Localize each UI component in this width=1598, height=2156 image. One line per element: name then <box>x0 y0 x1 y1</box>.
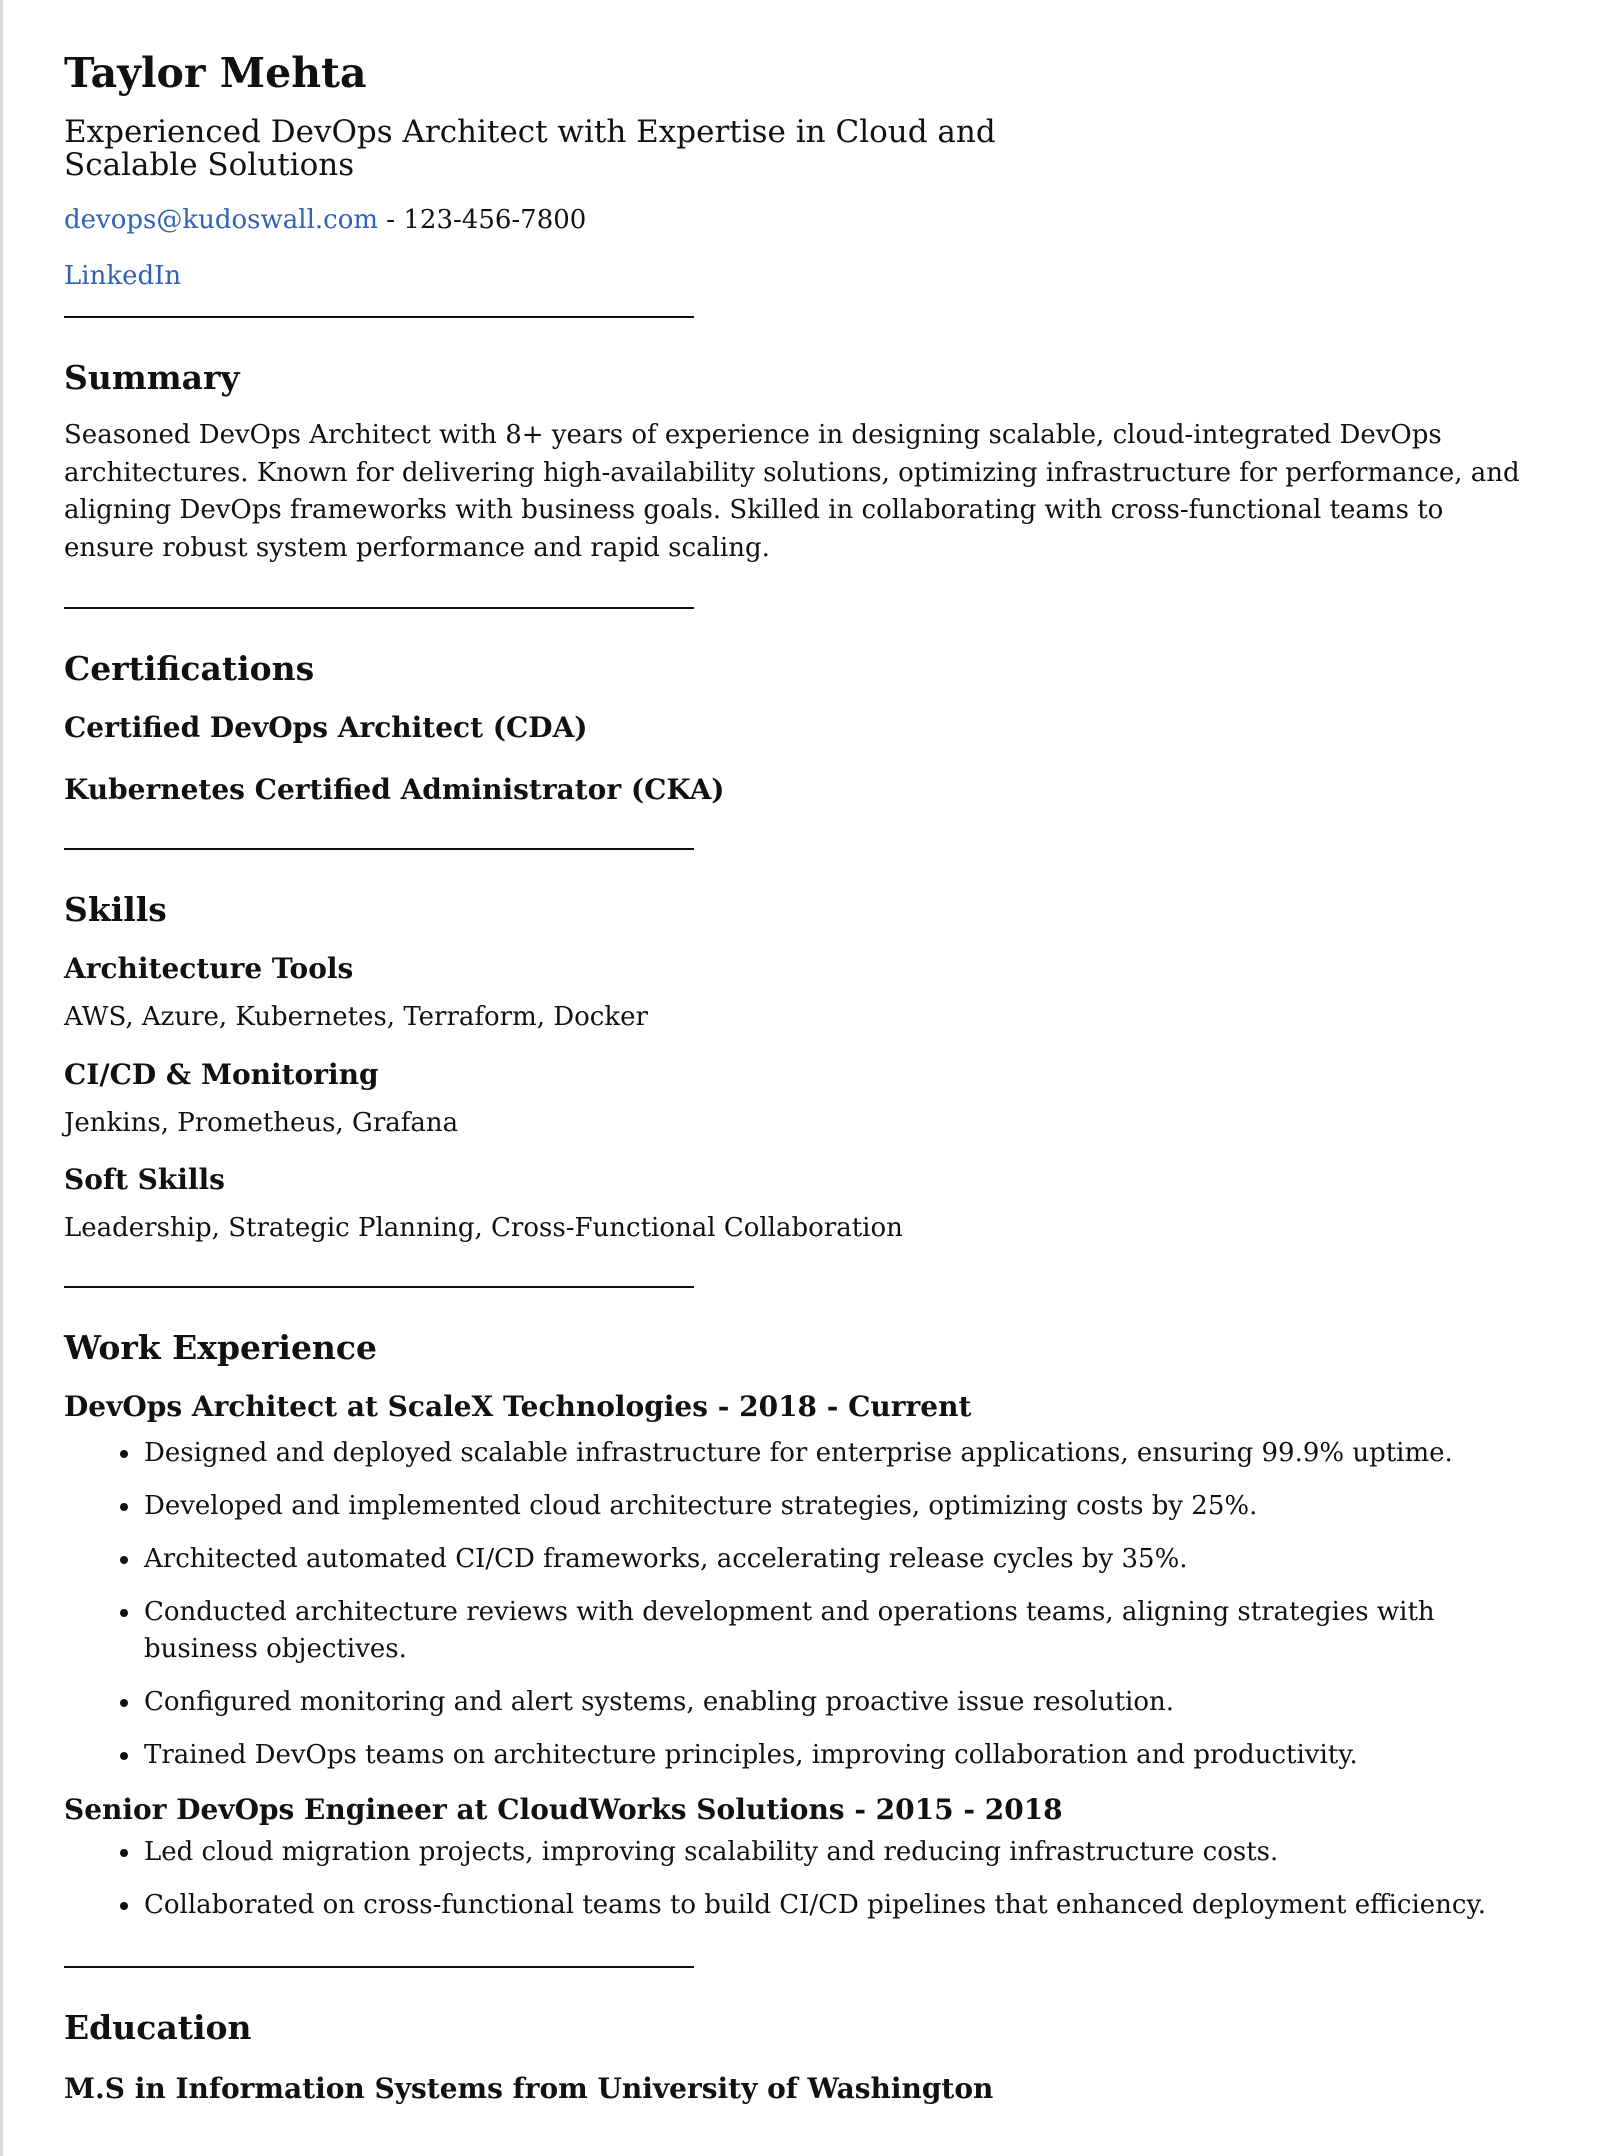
section-divider <box>64 848 694 850</box>
job-bullet: Collaborated on cross-functional teams to build CI/CD pipelines that enhanced deployment efficiency. <box>144 1887 1534 1924</box>
email-link[interactable]: devops@kudoswall.com <box>64 205 379 235</box>
job-title: Senior DevOps Engineer at CloudWorks Solutions - 2015 - 2018 <box>64 1792 1063 1826</box>
job-title: DevOps Architect at ScaleX Technologies - 2018 - Current <box>64 1389 972 1423</box>
certifications-section <box>64 646 1534 810</box>
skill-group-title: CI/CD & Monitoring <box>64 1057 379 1091</box>
job-bullet: Led cloud migration projects, improving scalability and reducing infrastructure costs. <box>144 1834 1534 1871</box>
section-divider <box>64 316 694 318</box>
education-degree: M.S in Information Systems from University of Washington <box>64 2071 994 2105</box>
resume-header <box>64 44 1534 296</box>
job-bullet-list <box>64 1834 1534 1924</box>
summary-heading: Summary <box>64 358 240 397</box>
section-divider <box>64 607 694 609</box>
candidate-name: Taylor Mehta <box>64 49 367 97</box>
work-experience-heading: Work Experience <box>64 1327 378 1367</box>
job-bullet-list <box>64 1435 1534 1774</box>
education-section <box>64 2005 1534 2109</box>
job-bullet: Conducted architecture reviews with development and operations teams, aligning strategies with business objectives. <box>144 1594 1534 1668</box>
skill-group-title: Soft Skills <box>64 1163 225 1196</box>
section-divider <box>64 1966 694 1968</box>
skill-group-items: Jenkins, Prometheus, Grafana <box>64 1107 459 1138</box>
certification-item: Kubernetes Certified Administrator (CKA) <box>64 773 725 806</box>
certifications-heading: Certifications <box>64 649 315 688</box>
professional-headline: Experienced DevOps Architect with Expertise in Cloud and Scalable Solutions <box>64 114 996 183</box>
section-divider <box>64 1286 694 1288</box>
linkedin-line <box>64 256 1534 296</box>
resume-document <box>64 44 1534 2109</box>
skill-group-items: AWS, Azure, Kubernetes, Terraform, Docker <box>64 1002 648 1032</box>
job-bullet: Developed and implemented cloud architecture strategies, optimizing costs by 25%. <box>144 1488 1534 1525</box>
summary-section <box>64 355 1534 567</box>
education-heading: Education <box>64 2007 252 2047</box>
contact-line <box>64 200 1534 240</box>
phone-number: 123-456-7800 <box>403 205 587 235</box>
skills-heading: Skills <box>64 890 167 929</box>
work-experience-section <box>64 1325 1534 1924</box>
linkedin-link[interactable]: LinkedIn <box>64 261 182 291</box>
certification-item: Certified DevOps Architect (CDA) <box>64 711 588 744</box>
job-bullet: Designed and deployed scalable infrastructure for enterprise applications, ensuring 99.9% uptime. <box>144 1435 1534 1472</box>
job-bullet: Architected automated CI/CD frameworks, accelerating release cycles by 35%. <box>144 1541 1534 1578</box>
contact-separator: - <box>378 205 404 235</box>
skill-group-items: Leadership, Strategic Planning, Cross-Functional Collaboration <box>64 1213 903 1243</box>
job-bullet: Configured monitoring and alert systems, enabling proactive issue resolution. <box>144 1684 1534 1721</box>
skills-section <box>64 887 1534 1248</box>
page-edge <box>0 0 3 2156</box>
job-bullet: Trained DevOps teams on architecture principles, improving collaboration and productivity. <box>144 1737 1534 1774</box>
summary-text: Seasoned DevOps Architect with 8+ years of experience in designing scalable, cloud-integrated DevOps architectures. Known for delivering high-availability solutions, optimizing infrastructure for performance, and aligning DevOps frameworks with business goals. Skilled in collaborating with cross-functional teams to ensure robust system performance and rapid scaling. <box>64 420 1520 563</box>
skill-group-title: Architecture Tools <box>64 952 354 985</box>
